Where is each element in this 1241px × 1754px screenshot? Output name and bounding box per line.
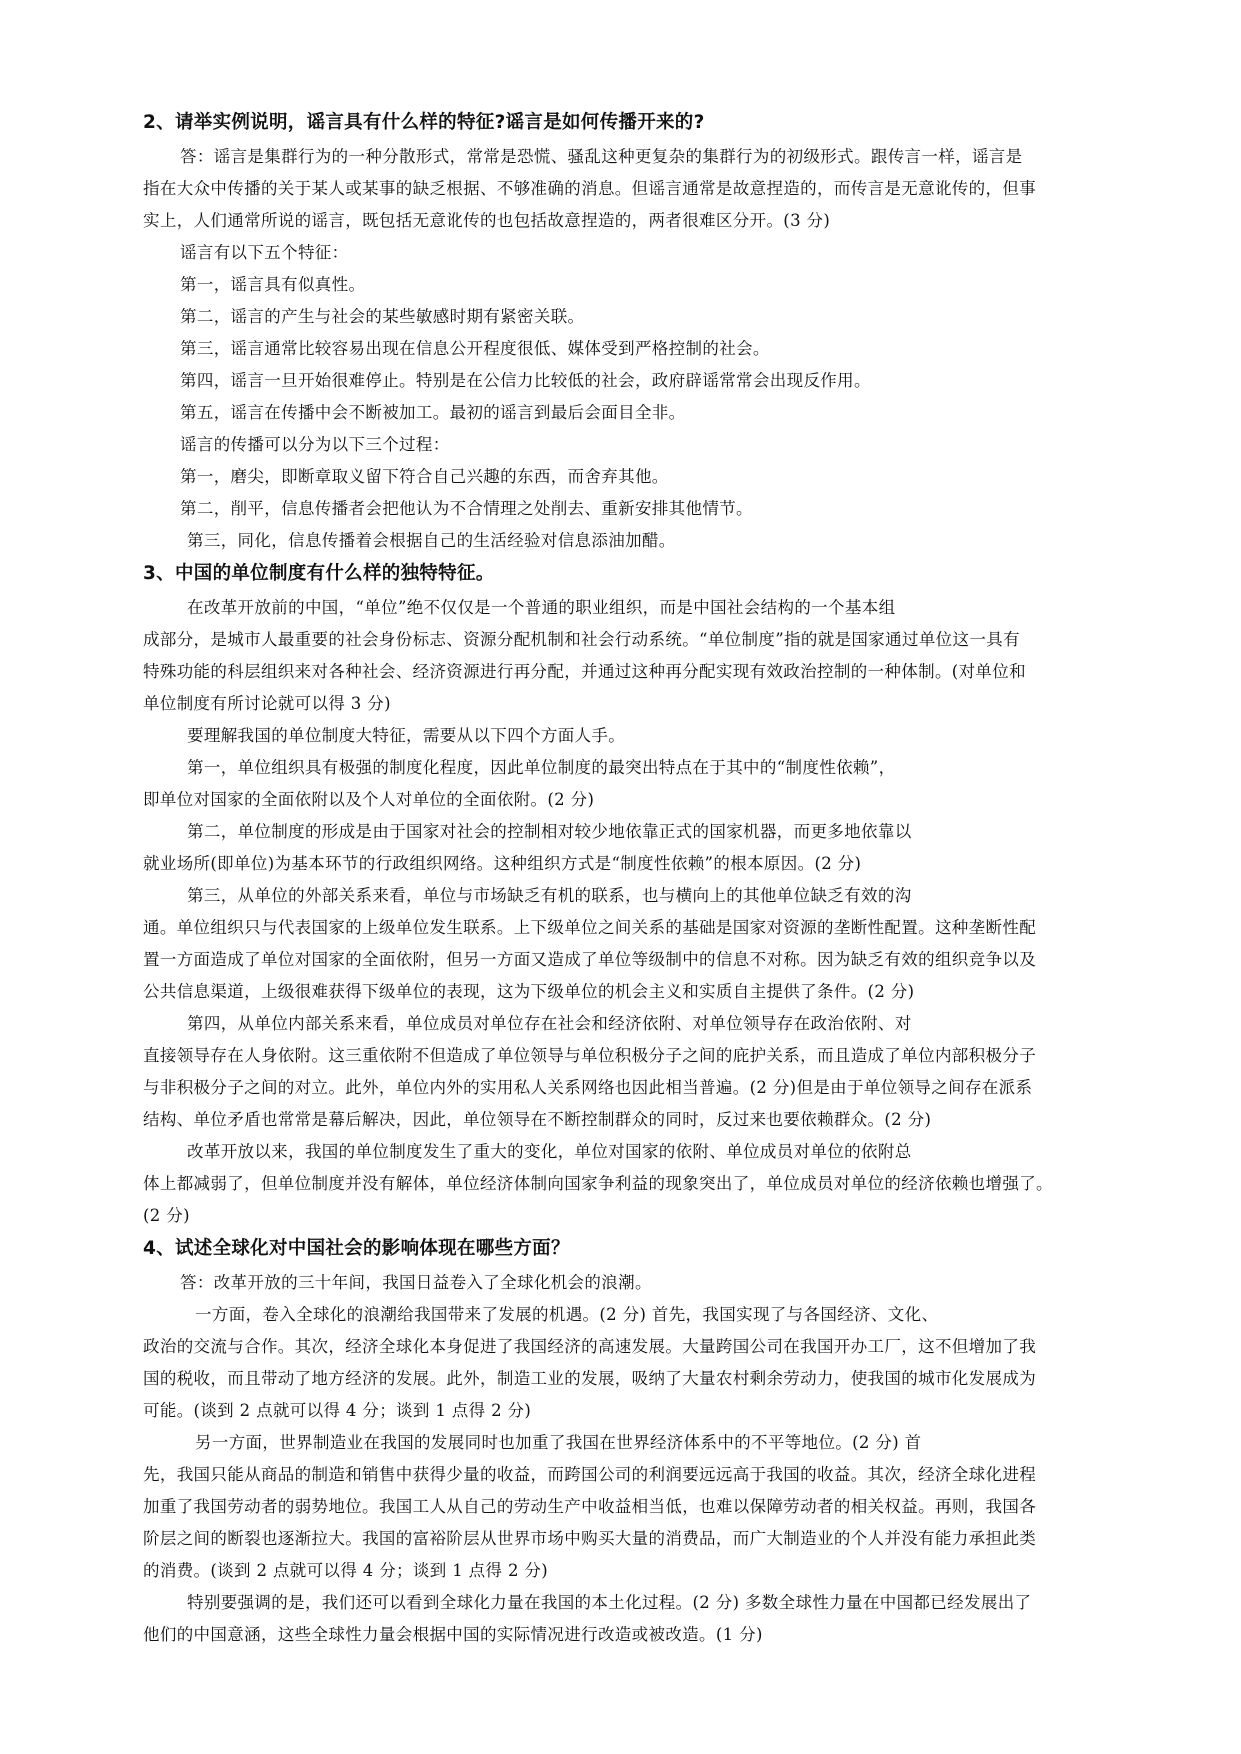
text-line: 与非积极分子之间的对立。此外，单位内外的实用私人关系网络也因此相当普遍。(2 分)但是由于单位领导之间存在派系 <box>143 1078 1033 1097</box>
text-line: 第二，削平，信息传播者会把他认为不合情理之处削去、重新安排其他情节。 <box>180 499 753 518</box>
text-line: 答：改革开放的三十年间，我国日益卷入了全球化机会的浪潮。 <box>180 1273 652 1292</box>
text-line: 特别要强调的是，我们还可以看到全球化力量在我国的本土化过程。(2 分) 多数全球性力量在中国都已经发展出了 <box>187 1593 1032 1612</box>
text-line: 第一，磨尖，即断章取义留下符合自己兴趣的东西，而舍弃其他。 <box>180 467 669 486</box>
text-line: 答：谣言是集群行为的一种分散形式，常常是恐慌、骚乱这种更复杂的集群行为的初级形式。跟传言一样，谣言是 <box>180 147 1023 166</box>
text-line: 第二，谣言的产生与社会的某些敏感时期有紧密关联。 <box>180 307 585 326</box>
text-line: 他们的中国意涵，这些全球性力量会根据中国的实际情况进行改造或被改造。(1 分) <box>143 1625 763 1644</box>
text-line: 特殊功能的科层组织来对各种社会、经济资源进行再分配，并通过这种再分配实现有效政治控制的一种体制。(对单位和 <box>143 662 1026 681</box>
section-heading: 4、试述全球化对中国社会的影响体现在哪些方面？ <box>143 1238 570 1259</box>
text-line: 置一方面造成了单位对国家的全面依附，但另一方面又造成了单位等级制中的信息不对称。因为缺乏有效的组织竞争以及 <box>143 950 1037 969</box>
text-line: 直接领导存在人身依附。这三重依附不但造成了单位领导与单位积极分子之间的庇护关系，而且造成了单位内部积极分子 <box>143 1046 1037 1065</box>
section-heading: 2、请举实例说明，谣言具有什么样的特征?谣言是如何传播开来的? <box>143 112 705 133</box>
text-line: 的消费。(谈到 2 点就可以得 4 分；谈到 1 点得 2 分) <box>143 1561 549 1580</box>
text-line: (2 分) <box>143 1206 190 1225</box>
text-line: 阶层之间的断裂也逐渐拉大。我国的富裕阶层从世界市场中购买大量的消费品，而广大制造业的个人并没有能力承担此类 <box>143 1529 1037 1548</box>
text-line: 结构、单位矛盾也常常是幕后解决，因此，单位领导在不断控制群众的同时，反过来也要依赖群众。(2 分) <box>143 1110 932 1129</box>
text-line: 即单位对国家的全面依附以及个人对单位的全面依附。(2 分) <box>143 790 595 809</box>
text-line: 第三，谣言通常比较容易出现在信息公开程度很低、媒体受到严格控制的社会。 <box>180 339 770 358</box>
text-line: 改革开放以来，我国的单位制度发生了重大的变化，单位对国家的依附、单位成员对单位的依附总 <box>187 1142 912 1161</box>
text-line: 第五，谣言在传播中会不断被加工。最初的谣言到最后会面目全非。 <box>180 403 686 422</box>
text-line: 就业场所(即单位)为基本环节的行政组织网络。这种组织方式是“制度性依赖”的根本原因。(2 分) <box>143 854 862 873</box>
text-line: 指在大众中传播的关于某人或某事的缺乏根据、不够准确的消息。但谣言通常是故意捏造的，而传言是无意讹传的，但事 <box>143 179 1037 198</box>
text-line: 体上都减弱了，但单位制度并没有解体，单位经济体制向国家争利益的现象突出了，单位成员对单位的经济依赖也增强了。 <box>143 1174 1053 1193</box>
text-line: 要理解我国的单位制度大特征，需要从以下四个方面人手。 <box>187 726 626 745</box>
text-line: 一方面，卷入全球化的浪潮给我国带来了发展的机遇。(2 分) 首先，我国实现了与各国经济、文化、 <box>195 1305 939 1324</box>
text-line: 第四，谣言一旦开始很难停止。特别是在公信力比较低的社会，政府辟谣常常会出现反作用。 <box>180 371 871 390</box>
text-line: 在改革开放前的中国，“单位”绝不仅仅是一个普通的职业组织，而是中国社会结构的一个基本组 <box>187 598 896 617</box>
text-line: 第三，从单位的外部关系来看，单位与市场缺乏有机的联系，也与横向上的其他单位缺乏有效的沟 <box>187 886 912 905</box>
text-line: 公共信息渠道，上级很难获得下级单位的表现，这为下级单位的机会主义和实质自主提供了条件。(2 分) <box>143 982 915 1001</box>
text-line: 先，我国只能从商品的制造和销售中获得少量的收益，而跨国公司的利润要远远高于我国的收益。其次，经济全球化进程 <box>143 1465 1037 1484</box>
text-line: 另一方面，世界制造业在我国的发展同时也加重了我国在世界经济体系中的不平等地位。(2 分) 首 <box>195 1433 922 1452</box>
text-line: 第二，单位制度的形成是由于国家对社会的控制相对较少地依靠正式的国家机器，而更多地依靠以 <box>187 822 912 841</box>
text-line: 第四，从单位内部关系来看，单位成员对单位存在社会和经济依附、对单位领导存在政治依附、对 <box>187 1014 912 1033</box>
text-line: 第三，同化，信息传播着会根据自己的生活经验对信息添油加醋。 <box>187 531 676 550</box>
text-line: 第一，谣言具有似真性。 <box>180 275 366 294</box>
text-line: 第一，单位组织具有极强的制度化程度，因此单位制度的最突出特点在于其中的“制度性依赖”， <box>187 758 896 777</box>
text-line: 谣言的传播可以分为以下三个过程： <box>180 435 450 454</box>
text-line: 加重了我国劳动者的弱势地位。我国工人从自己的劳动生产中收益相当低，也难以保障劳动者的相关权益。再则，我国各 <box>143 1497 1037 1516</box>
section-heading: 3、中国的单位制度有什么样的独特特征。 <box>143 563 495 584</box>
text-line: 政治的交流与合作。其次，经济全球化本身促进了我国经济的高速发展。大量跨国公司在我国开办工厂，这不但增加了我 <box>143 1337 1037 1356</box>
text-line: 实上，人们通常所说的谣言，既包括无意讹传的也包括故意捏造的，两者很难区分开。(3 分) <box>143 211 831 230</box>
text-line: 可能。(谈到 2 点就可以得 4 分；谈到 1 点得 2 分) <box>143 1401 532 1420</box>
text-line: 成部分，是城市人最重要的社会身份标志、资源分配机制和社会行动系统。“单位制度”指的就是国家通过单位这一具有 <box>143 630 1020 649</box>
text-line: 单位制度有所讨论就可以得 3 分) <box>143 694 391 713</box>
text-line: 国的税收，而且带动了地方经济的发展。此外，制造工业的发展，吸纳了大量农村剩余劳动力，使我国的城市化发展成为 <box>143 1369 1037 1388</box>
text-line: 通。单位组织只与代表国家的上级单位发生联系。上下级单位之间关系的基础是国家对资源的垄断性配置。这种垄断性配 <box>143 918 1037 937</box>
text-line: 谣言有以下五个特征： <box>180 243 349 262</box>
